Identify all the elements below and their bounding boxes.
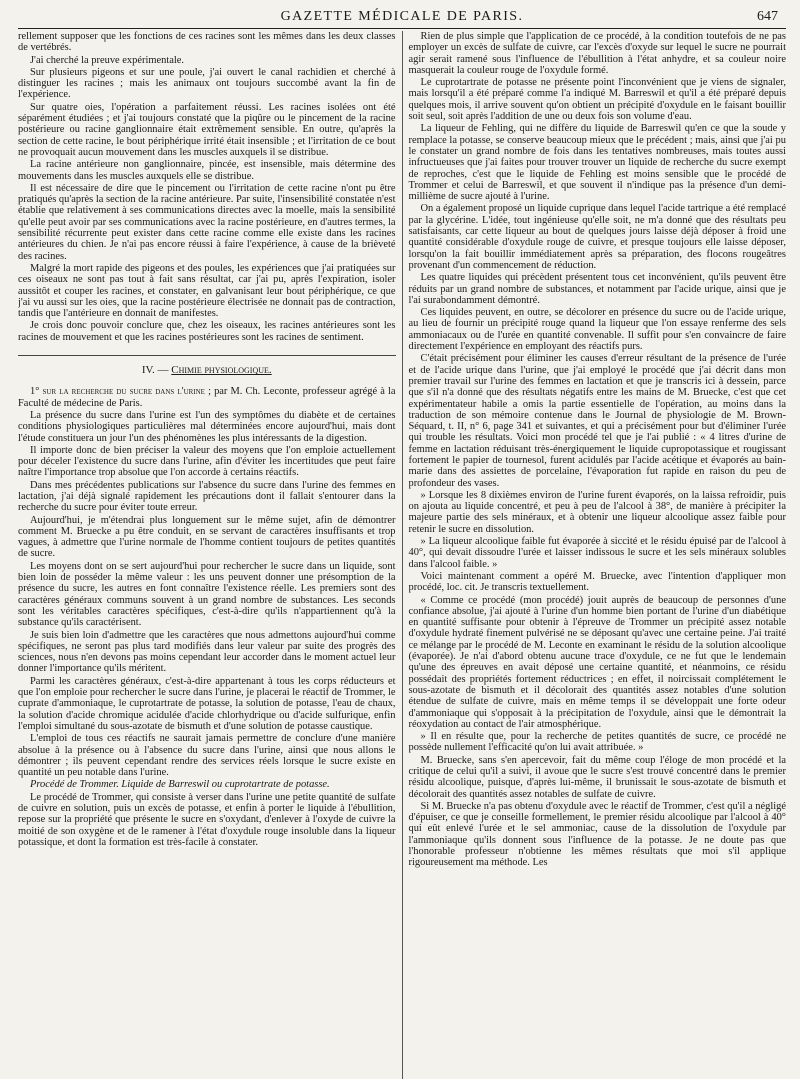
paragraph: rellement supposer que les fonctions de ces racines sont les mêmes dans les deux classes de vertébrés. — [18, 31, 396, 54]
text-columns — [18, 31, 786, 1079]
paragraph: Les moyens dont on se sert aujourd'hui pour rechercher le sucre dans un liquide, sont bien loin de posséder la même valeur : les uns peuvent donner une présomption de la présence du sucre, les autres en font connaître l'existence réelle. Les premiers sont des caractères généraux communs souvent à un grand nombre de substances. Les seconds sont les véritables caractères spécifiques, c'est-à-dire qu'ils n'appartiennent qu'à la substance qu'ils caractérisent. — [18, 560, 396, 629]
section-heading — [18, 355, 396, 376]
paragraph: Je crois donc pouvoir conclure que, chez les oiseaux, les racines antérieures sont les racines de mouvement et que les racines postérieures sont les racines de sentiment. — [18, 320, 396, 343]
journal-title: GAZETTE MÉDICALE DE PARIS. — [280, 9, 524, 24]
page-number: 647 — [757, 9, 778, 24]
paragraph: Sur quatre oies, l'opération a parfaitement réussi. Les racines isolées ont été séparément étudiées ; et j'ai toujours constaté que la piqûre ou le pincement de la racine postérieure ou racine ganglionnaire était extrêmement sensible. En outre, qu'après la section de cette racine, le bout périphérique irrité était insensible ; et l'irritation de ce bout ne provoquait aucun mouvement dans les muscles auxquels il se distribue. — [18, 101, 396, 158]
paragraph: » Il en résulte que, pour la recherche de petites quantités de sucre, ce procédé ne possède nullement l'efficacité qu'on lui avait attribuée. » — [408, 731, 786, 754]
paragraph: Dans mes précédentes publications sur l'absence du sucre dans l'urine des femmes en lactation, j'ai déjà signalé rapidement les précautions dont il fallait s'entourer dans la recherche du sucre pour éviter toute erreur. — [18, 479, 396, 514]
paragraph: Parmi les caractères généraux, c'est-à-dire appartenant à tous les corps réducteurs et que l'on emploie pour rechercher le sucre dans l'urine, je placerai le réactif de Trommer, le cuprate d'ammoniaque, le cuprotartrate de potasse, la solution de potasse, l'eau de chaux, la solution d'acide chromique acidulée d'acide chlorhydrique ou d'acide sulfurique, enfin l'emploi simultané du sous-azotate de bismuth et d'une solution de potasse caustique. — [18, 675, 396, 732]
paragraph: L'emploi de tous ces réactifs ne saurait jamais permettre de conclure d'une manière absolue à la présence ou à l'absence du sucre dans l'urine, ainsi que nous allons le démontrer ; ils peuvent cependant rendre des services réels lorsque le sucre existe en quantité un peu notable dans l'urine. — [18, 733, 396, 779]
procedure-heading: Procédé de Trommer. Liquide de Barreswil ou cuprotartrate de potasse. — [30, 779, 330, 791]
paragraph: « Comme ce procédé (mon procédé) jouit auprès de beaucoup de personnes d'une confiance absolue, j'ai ajouté à l'urine d'un homme bien portant de l'urine d'un diabétique en quantité suffisante pour obtenir à l'épreuve de Trommer un précipité assez notable d'oxydule hydraté finement pulvérisé ne se déposant qu'avec une certaine peine. J'ai traité ce mélange par le procédé de M. Leconte en examinant le résidu de la solution alcoolique (évaporée). Je n'ai d'abord obtenu aucune trace d'oxydule, ce ne fut que le lendemain qu'une des épreuves en avait déposé une certaine quantité, et néanmoins, ce résidu possédait des propriétés fortement réductrices ; en effet, il noircissait complétement le sous-azotate de bismuth et il décolorait des quantités assez notables d'une solution étendue de sulfate de cuivre, mais en même temps il se développait une forte odeur d'ammoniaque qui s'opposait à la précipitation de l'oxydule, ainsi que le démontrait la réoxydation au contact de l'air atmosphérique. — [408, 594, 786, 730]
paragraph: Voici maintenant comment a opéré M. Bruecke, avec l'intention d'appliquer mon procédé, loc. cit. Je transcris textuellement. — [408, 570, 786, 594]
paragraph: La liqueur de Fehling, qui ne diffère du liquide de Barreswil qu'en ce que la soude y remplace la potasse, se conserve beaucoup mieux que le précédent ; mais, ainsi que j'ai pu le constater un grand nombre de fois dans les tentatives nombreuses, mais toutes aussi infructueuses que j'ai faites pour trouver trouver un liquide de recherche du sucre exempt de reproches, c'est que le liquide de Fehling est moins sensible que le procédé de Trommer et celui de Barreswil, et que souvent il n'indique pas la présence d'un demi-millième de sucre ajouté à l'urine. — [408, 123, 786, 203]
paragraph: Je suis bien loin d'admettre que les caractères que nous admettons aujourd'hui comme spécifiques, ne seront pas plus tard modifiés dans leur valeur par suite des progrès des sciences, nous n'en devons pas moins cependant leur accorder dans le moment actuel leur donner l'importance qu'ils méritent. — [18, 629, 396, 675]
paragraph: J'ai cherché la preuve expérimentale. — [30, 54, 185, 66]
article-author: par M. Ch. Leconte, professeur agrégé à la Faculté de médecine de Paris. — [18, 386, 396, 409]
paragraph: Il est nécessaire de dire que le pincement ou l'irritation de cette racine n'ont pu être pratiqués qu'après la section de la racine antérieure. Par suite, l'insensibilité constatée n'est établie que relativement à ses communications directes avec la moelle, mais la sensibilité qu'elle peut avoir par ses communications avec la racine postérieure, en d'autres termes, la sensibilité récurrente peut exister dans cette racine comme elle existe dans les racines antérieures du chien. Je n'ai pas encore réussi à faire l'expérience, à cause de la brièveté des racines. — [18, 182, 396, 262]
paragraph: Ces liquides peuvent, en outre, se décolorer en présence du sucre ou de l'acide urique, au lieu de fournir un précipité rouge quand la liqueur que l'on essaye renferme des sels ammoniacaux ou de l'urée en quantité convenable. Il suffit pour s'en convaincre de faire directement l'expérience en employant des réactifs purs. — [408, 307, 786, 353]
paragraph: C'était précisément pour éliminer les causes d'erreur résultant de la présence de l'urée et de l'acide urique dans l'urine, que j'ai employé le procédé que j'ai décrit dans mon premier travail sur l'urine des femmes en lactation et que je transcris ici à dessein, parce que s'il n'a donné que des résultats négatifs entre les mains de M. Bruecke, c'est que cet expérimentateur habile a omis la partie essentielle de l'opération, au moins dans la traduction de son mémoire contenue dans le Journal de physiologie de M. Brown-Séquard, t. II, n° 6, page 341 et suivantes, et qui a précisément pour but d'éliminer l'urée qui trouble les résultats. Voici mon procédé tel que je l'ai publié : « 4 litres d'urine de femme en lactation réduisant très-énergiquement le liquide cupropotassique et rougissant fortement le papier de tournesol, furent acidulés par l'acide acétique et évaporés au bain-marie dans des assiettes de porcelaine, l'évaporation fut rapide en raison du peu de profondeur des vases. — [408, 353, 786, 489]
article-subheading — [18, 386, 396, 409]
paragraph: Sur plusieurs pigeons et sur une poule, j'ai ouvert le canal rachidien et cherché à distinguer les racines ; mais les animaux ont toujours succombé avant la fin de l'expérience. — [18, 66, 396, 101]
paragraph: Malgré la mort rapide des pigeons et des poules, les expériences que j'ai pratiquées sur ces oiseaux ne sont pas tout à fait sans résultat, car j'ai pu, après l'expiration, isoler aussitôt et couper les racines, et constater, en galvanisant leur bout périphérique, ce que j'ai vu aussi sur les oies, que la racine postérieure électrisée ne donnait pas de contraction, tandis que l'antérieure en donnait de manifestes. — [18, 262, 396, 320]
paragraph: Aujourd'hui, je m'étendrai plus longuement sur le même sujet, afin de démontrer comment M. Bruecke a pu être conduit, en se servant de caractères insuffisants et trop vagues, à admettre que l'urine normale de l'homme contient toujours de petites quantités de sucre. — [18, 514, 396, 560]
paragraph: » La liqueur alcoolique faible fut évaporée à siccité et le résidu épuisé par de l'alcool à 40°, qui devait dissoudre l'urée et laisser indissous le sucre et les sels minéraux solubles dans l'alcool faible. » — [408, 536, 786, 570]
right-column — [402, 31, 786, 1079]
paragraph: Si M. Bruecke n'a pas obtenu d'oxydule avec le réactif de Trommer, c'est qu'il a négligé d'épuiser, ce que je conseille formellement, le premier résidu alcoolique par l'alcool à 40° qui eût enlevé l'urée et le sel ammoniac, cause de la dissolution de l'oxydule par l'ammoniaque qu'ils donnent sous l'influence de la potasse. Je ne doute pas que l'honorable professeur n'obtienne les mêmes résultats que moi s'il applique rigoureusement ma méthode. Les — [408, 800, 786, 869]
page-header — [18, 6, 786, 29]
paragraph: Il importe donc de bien préciser la valeur des moyens que l'on emploie actuellement pour déceler l'existence du sucre dans l'urine, afin d'éviter les incertitudes que peut faire naître l'importance trop absolue que l'on accorde à certains réactifs. — [18, 444, 396, 479]
article-topic: 1° sur la recherche du sucre dans l'urine ; — [30, 386, 211, 398]
paragraph: » Lorsque les 8 dixièmes environ de l'urine furent évaporés, on la laissa refroidir, puis on ajouta au liquide concentré, et peu à peu de l'alcool à 38°, de manière à précipiter la majeure partie des sels minéraux, et à obtenir une liqueur alcoolique assez faible pour retenir le sucre en dissolution. — [408, 489, 786, 535]
section-number: IV. — — [141, 364, 169, 377]
paragraph: Le cuprotartrate de potasse ne présente point l'inconvénient que je viens de signaler, mais lorsqu'il a été préparé comme l'a indiqué M. Barreswil et qu'il a été préparé depuis quelques mois, il arrive souvent qu'on obtient un précipité d'oxydule en le faisant bouillir soit seul, soit après l'addition de une ou deux fois son volume d'eau. — [408, 77, 786, 123]
paragraph: La présence du sucre dans l'urine est l'un des symptômes du diabète et de certaines conditions physiologiques particulières mal déterminées encore aujourd'hui, mais dont l'étude constituera un jour l'un des phénomènes les plus intéressants de la digestion. — [18, 409, 396, 444]
paragraph: M. Bruecke, sans s'en apercevoir, fait du même coup l'éloge de mon procédé et la critique de celui qu'il a suivi, il avoue que le sucre s'est trouvé concentré dans le premier résidu alcoolique, puisque, d'après lui-même, il brunissait le sous-azotate de bismuth et décolorait des quantités assez notables de sulfate de cuivre. — [408, 754, 786, 800]
paragraph: Le procédé de Trommer, qui consiste à verser dans l'urine une petite quantité de sulfate de cuivre en solution, puis un excès de potasse, et enfin à porter le liquide à l'ébullition, repose sur la propriété que présente le sucre en s'oxydant, d'enlever à l'oxyde de cuivre la moitié de son oxygène et de le ramener à l'état d'oxydule rouge insoluble dans la liqueur potassique, et dont la formation est très-facile à constater. — [18, 791, 396, 848]
section-title: Chimie physiologique. — [171, 364, 272, 377]
paragraph: Les quatre liquides qui précèdent présentent tous cet inconvénient, qu'ils peuvent être réduits par un grand nombre de substances, et notamment par l'acide urique, ainsi que je l'ai surabondamment démontré. — [408, 272, 786, 306]
paragraph: On a également proposé un liquide cuprique dans lequel l'acide tartrique a été remplacé par la glycérine. L'idée, tout ingénieuse qu'elle soit, ne m'a donné que des résultats peu satisfaisants, car cette liqueur au bout de quelques jours laisse déjà déposer à froid une quantité considérable d'oxydule rouge de cuivre, et presque toujours elle laisse déposer, lorsqu'on la fait bouillir immédiatement après sa préparation, des flocons rougeâtres provenant d'un commencement de réduction. — [408, 203, 786, 271]
paragraph: Rien de plus simple que l'application de ce procédé, à la condition toutefois de ne pas employer un excès de sulfate de cuivre, car l'excès d'oxyde sur lequel le sucre ne pourrait agir serait ramené sous l'influence de l'ébullition à l'état anhydre, et sa couleur noire masquerait la couleur rouge de l'oxydule formé. — [408, 31, 786, 76]
left-column — [18, 31, 402, 1079]
paragraph: La racine antérieure non ganglionnaire, pincée, est insensible, mais détermine des mouvements dans les muscles auxquels elle se distribue. — [18, 159, 396, 182]
